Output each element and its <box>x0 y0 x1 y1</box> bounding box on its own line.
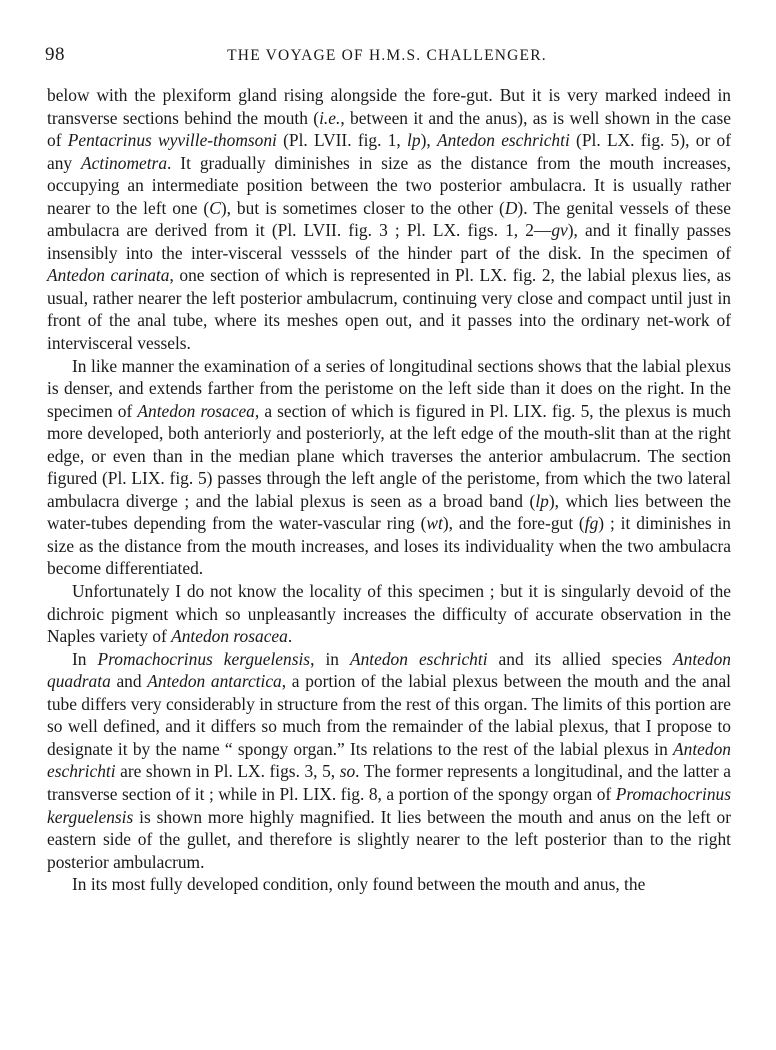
text-run: , in <box>310 648 350 669</box>
text-run: . The former represents a longitudinal, and the latter a transverse section of it ; while in Pl. LIX. fig. 8, a portion of the spongy organ of <box>47 761 731 804</box>
text-run: ), and it finally passes insensibly into the inter-visceral vesssels of the hinder part of the disk. In the specimen of <box>47 220 731 263</box>
text-run: In its most fully developed condition, only found between the mouth and anus, the <box>72 874 646 895</box>
paragraph <box>47 355 731 580</box>
text-run: . It gradually diminishes in size as the distance from the mouth increases, occupying an intermediate position between the two posterior ambulacra. It is usually rather nearer to the left one ( <box>47 152 731 218</box>
page-number: 98 <box>45 44 65 65</box>
text-run: (Pl. LVII. fig. 1, <box>276 130 408 151</box>
running-head <box>45 44 729 70</box>
text-run: Unfortunately I do not know the locality of this specimen ; but it is singularly devoid of the dichroic pigment which so unpleasantly increases the difficulty of accurate observation in the Naples variety of <box>47 581 731 647</box>
text-run: and its allied species <box>487 648 673 669</box>
italic-text: Antedon rosacea <box>171 626 288 647</box>
italic-text: Antedon rosacea <box>137 400 255 421</box>
text-run: ), and the fore-gut ( <box>442 513 585 534</box>
text-run: (Pl. LX. fig. 5), or of any <box>47 130 731 173</box>
italic-text: Antedon eschrichti <box>436 130 570 151</box>
italic-text: D <box>504 197 518 218</box>
italic-text: Pentacrinus wyville-thomsoni <box>67 130 277 151</box>
italic-text: gv <box>551 220 568 241</box>
body-text <box>47 84 731 896</box>
italic-text: Promachocrinus kerguelensis <box>97 648 311 669</box>
italic-text: Antedon eschrichti <box>47 738 731 782</box>
text-run: ), <box>420 130 437 151</box>
text-run: In like manner the examination of a series of longitudinal sections shows that the labial plexus is denser, and extends farther from the peristome on the left side than it does on the right. In the specimen of <box>47 355 731 421</box>
text-run: and <box>110 671 148 692</box>
text-run: , one section of which is represented in Pl. LX. fig. 2, the labial plexus lies, as usual, rather nearer the left posterior ambulacrum, continuing very close and compact until just in front of the anal tube, where its meshes open out, and it passes into the ordinary net-work of intervisceral vessels. <box>47 265 732 354</box>
text-run: ). The genital vessels of these ambulacra are derived from it (Pl. LVII. fig. 3 ; Pl. LX. figs. 1, 2— <box>47 197 731 241</box>
italic-text: lp <box>407 130 421 151</box>
text-run: ) ; it diminishes in size as the distance from the mouth increases, and loses its individuality when the two ambulacra become differentiated. <box>47 513 732 579</box>
text-run: In <box>72 648 98 669</box>
text-run: below with the plexiform gland rising alongside the fore-gut. But it is very marked indeed in transverse sections behind the mouth ( <box>47 85 731 128</box>
italic-text: Promachocrinus kerguelensis <box>47 783 731 827</box>
text-run: are shown in Pl. LX. figs. 3, 5, <box>115 761 340 782</box>
text-run: , a portion of the labial plexus between the mouth and the anal tube differs very considerably in structure from the rest of this organ. The limits of this portion are so well defined, and it differs so much from the remainder of the labial plexus, that I propose to designate it by the name “ spongy organ.” Its relations to the rest of the labial plexus in <box>47 671 731 759</box>
italic-text: Antedon eschrichti <box>349 648 488 669</box>
italic-text: Actinometra <box>81 152 168 173</box>
italic-text: so <box>339 761 356 782</box>
italic-text: i.e. <box>319 107 341 128</box>
paragraph <box>47 580 731 648</box>
text-run: , a section of which is figured in Pl. LIX. fig. 5, the plexus is much more developed, both anteriorly and posteriorly, at the left edge of the mouth-slit than at the right edge, or even than in the median plane which traverses the anterior ambulacrum. The section figured (Pl. LIX. fig. 5) passes through the left angle of the peristome, from which the two lateral ambulacra diverge ; and the labial plexus is seen as a broad band ( <box>47 400 731 511</box>
running-title: THE VOYAGE OF H.M.S. CHALLENGER. <box>227 47 547 64</box>
paragraph <box>47 873 731 896</box>
italic-text: Antedon quadrata <box>47 648 731 692</box>
text-run: , between it and the anus), as is well shown in the case of <box>47 107 731 151</box>
italic-text: Antedon carinata <box>47 265 170 286</box>
text-run: ), which lies between the water-tubes depending from the water-vascular ring ( <box>47 490 731 534</box>
text-run: ), but is sometimes closer to the other ( <box>220 197 505 218</box>
italic-text: lp <box>535 490 549 511</box>
italic-text: wt <box>426 513 443 534</box>
text-run: is shown more highly magnified. It lies between the mouth and anus on the left or eastern side of the gullet, and therefore is slightly nearer to the left posterior than to the right posterior ambulacrum. <box>47 806 731 872</box>
paragraph <box>47 648 731 873</box>
italic-text: C <box>209 197 221 218</box>
paragraph <box>47 84 731 355</box>
italic-text: Antedon antarctica <box>147 671 282 692</box>
text-run: . <box>287 626 293 647</box>
italic-text: fg <box>584 513 599 534</box>
